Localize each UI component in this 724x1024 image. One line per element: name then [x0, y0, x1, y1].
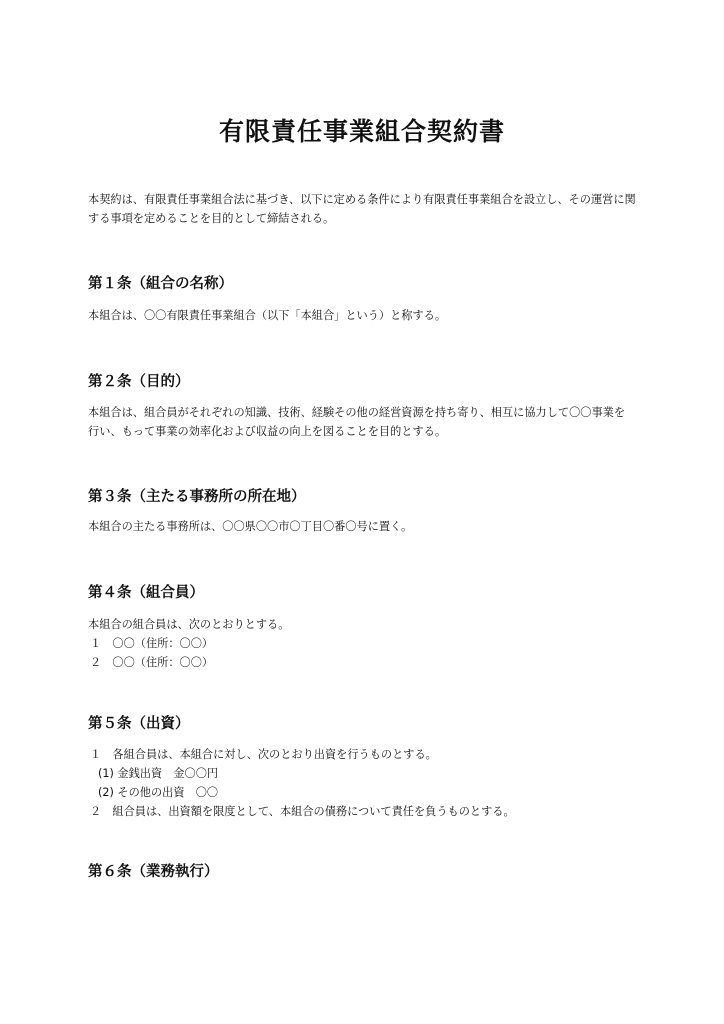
article-1-line-1: 本組合は、〇〇有限責任事業組合（以下「本組合」という）と称する。: [88, 309, 447, 322]
article-4-line-1: 本組合の組合員は、次のとおりとする。: [88, 618, 290, 631]
article-1-body: [88, 306, 636, 325]
article-3-line-1: 本組合の主たる事務所は、〇〇県〇〇市〇丁目〇番〇号に置く。: [88, 520, 413, 533]
article-6-heading: 第６条（業務執行）: [88, 864, 219, 880]
article-2-heading: 第２条（目的）: [88, 374, 190, 390]
article-5-clause-1: １ 各組合員は、本組合に対し、次のとおり出資を行うものとする。: [90, 748, 437, 761]
article-4-member-1: １ 〇〇（住所：〇〇）: [90, 637, 214, 650]
article-2-body: [88, 403, 636, 441]
article-1-heading: 第１条（組合の名称）: [88, 276, 233, 292]
article-5-body: [88, 745, 636, 821]
article-5-clause-2: ２ 組合員は、出資額を限度として、本組合の債務について責任を負うものとする。: [90, 805, 515, 818]
document-title: 有限責任事業組合契約書: [218, 117, 505, 146]
article-5-item-2: (2) その他の出資 〇〇: [98, 786, 219, 799]
article-5-item-1: (1) 金銭出資 金〇〇円: [98, 767, 219, 780]
article-3-heading: 第３条（主たる事務所の所在地）: [88, 489, 306, 505]
article-5-heading: 第５条（出資）: [88, 716, 190, 732]
preamble-paragraph: 本契約は、有限責任事業組合法に基づき、以下に定める条件により有限責任事業組合を設立し、その運営に関する事項を定めることを目的として締結される。: [88, 193, 636, 225]
article-3-body: [88, 517, 636, 536]
article-2-line-1: 本組合は、組合員がそれぞれの知識、技術、経験その他の経営資源を持ち寄り、相互に協力して〇〇事業を行い、もって事業の効率化および収益の向上を図ることを目的とする。: [88, 406, 626, 438]
article-4-member-2: ２ 〇〇（住所：〇〇）: [90, 656, 214, 669]
article-4-body: [88, 615, 636, 672]
article-4-heading: 第４条（組合員）: [88, 585, 204, 601]
